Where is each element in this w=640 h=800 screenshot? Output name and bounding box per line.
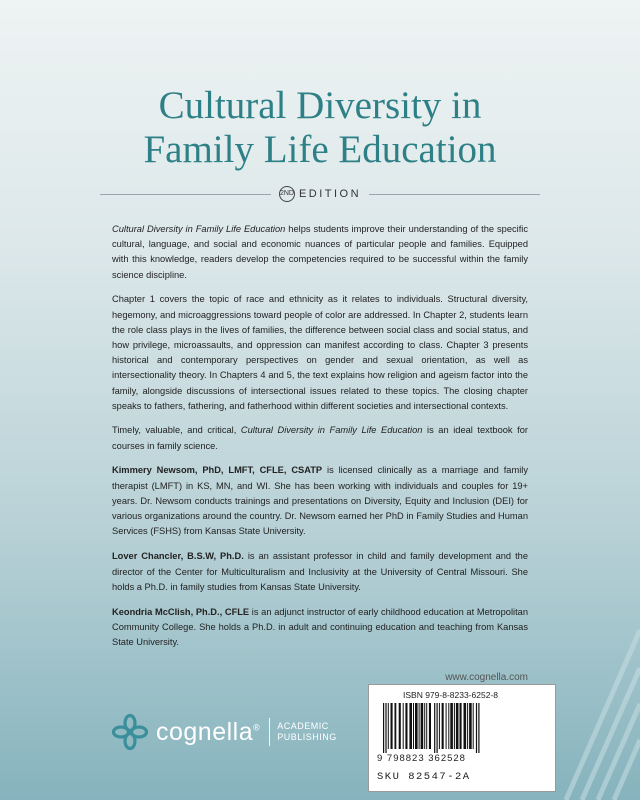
book-title bbox=[0, 84, 640, 172]
author-bio: Lover Chancler, B.S.W, Ph.D. is an assistant professor in child and family development and the director of the Center for Multiculturalism and Inclusivity at the University of Central Missouri. She holds a Ph.D. in family studies from Kansas State University. bbox=[112, 551, 528, 592]
author-name: Lover Chancler, B.S.W, Ph.D. bbox=[112, 551, 244, 562]
edition-bar bbox=[100, 186, 540, 202]
isbn-text: ISBN 979-8-8233-6252-8 bbox=[403, 690, 498, 700]
edition-marker bbox=[271, 186, 369, 202]
book-title-italic: Cultural Diversity in Family Life Education bbox=[112, 224, 286, 234]
sku-text: SKU 82547-2A bbox=[377, 771, 471, 783]
author-bio: Kimmery Newsom, PhD, LMFT, CFLE, CSATP is licensed clinically as a marriage and family therapist (LMFT) in KS, MN, and WI. She has been working with individuals and couples for 19+ years. Dr. Newsom conducts trainings and presentations on Diversity, Equity and Inclusion (DEI) for various organizations around the country. Dr. Newsom earned her PhD in Family Studies and Human Services (FSHS) from Kansas State University. bbox=[112, 465, 528, 537]
cognella-flower-icon bbox=[110, 712, 150, 752]
author-name: Kimmery Newsom, PhD, LMFT, CFLE, CSATP bbox=[112, 465, 323, 476]
book-title-italic: Cultural Diversity in Family Life Education bbox=[240, 425, 423, 436]
edition-rule-right bbox=[369, 194, 540, 195]
publisher-tagline: ACADEMIC PUBLISHING bbox=[277, 721, 337, 742]
edition-number-badge: 2ND bbox=[279, 186, 295, 202]
title-line-1: Cultural Diversity in bbox=[158, 84, 482, 127]
title-line-2: Family Life Education bbox=[143, 128, 497, 171]
edition-rule-left bbox=[100, 194, 271, 195]
author-name: Keondria McClish, Ph.D., CFLE bbox=[112, 606, 250, 617]
publisher-url[interactable]: www.cognella.com bbox=[445, 672, 528, 683]
logo-divider bbox=[269, 718, 270, 746]
description-paragraph-3: Timely, valuable, and critical, Cultural Diversity in Family Life Education is an ideal textbook for courses in family science. bbox=[112, 425, 529, 451]
author-bio: Keondria McClish, Ph.D., CFLE is an adjunct instructor of early childhood education at Metropolitan Community College. She holds a Ph.D. in adult and continuing education and teaching from Kansas State University. bbox=[112, 606, 528, 648]
barcode-icon bbox=[381, 703, 543, 753]
decorative-stripes bbox=[556, 590, 640, 800]
barcode-label bbox=[368, 684, 556, 792]
publisher-wordmark: cognella® bbox=[156, 717, 261, 746]
barcode-digits: 9 798823 362528 bbox=[377, 753, 466, 764]
description-paragraph-2: Chapter 1 covers the topic of race and ethnicity as it relates to individuals. Structural diversity, hegemony, and microaggressions toward people of color are addressed. In Chapter 2, students learn the role class plays in the lives of families, the difference between social class and social status, and how privilege, microassaults, and oppression can manifest according to class. Chapter 3 presents historical and contemporary perspectives on gender and sexual orientation, as well as intersectionality theory. In Chapters 4 and 5, the text explains how religion and ageism factor into the family, alongside discussions of intersectional issues related to these topics. The closing chapter speaks to fathers, fathering, and fatherhood within different societies and intersectional contexts. bbox=[112, 294, 528, 411]
description-paragraph-1: Cultural Diversity in Family Life Education helps students improve their understanding of the specific cultural, language, and social and economic nuances of particular people and families. Equipped with this knowledge, readers develop the competencies required to be successful within the family science discipline. bbox=[112, 224, 528, 280]
back-cover-copy bbox=[112, 222, 528, 661]
edition-label: EDITION bbox=[298, 188, 362, 200]
publisher-logo bbox=[110, 712, 337, 752]
